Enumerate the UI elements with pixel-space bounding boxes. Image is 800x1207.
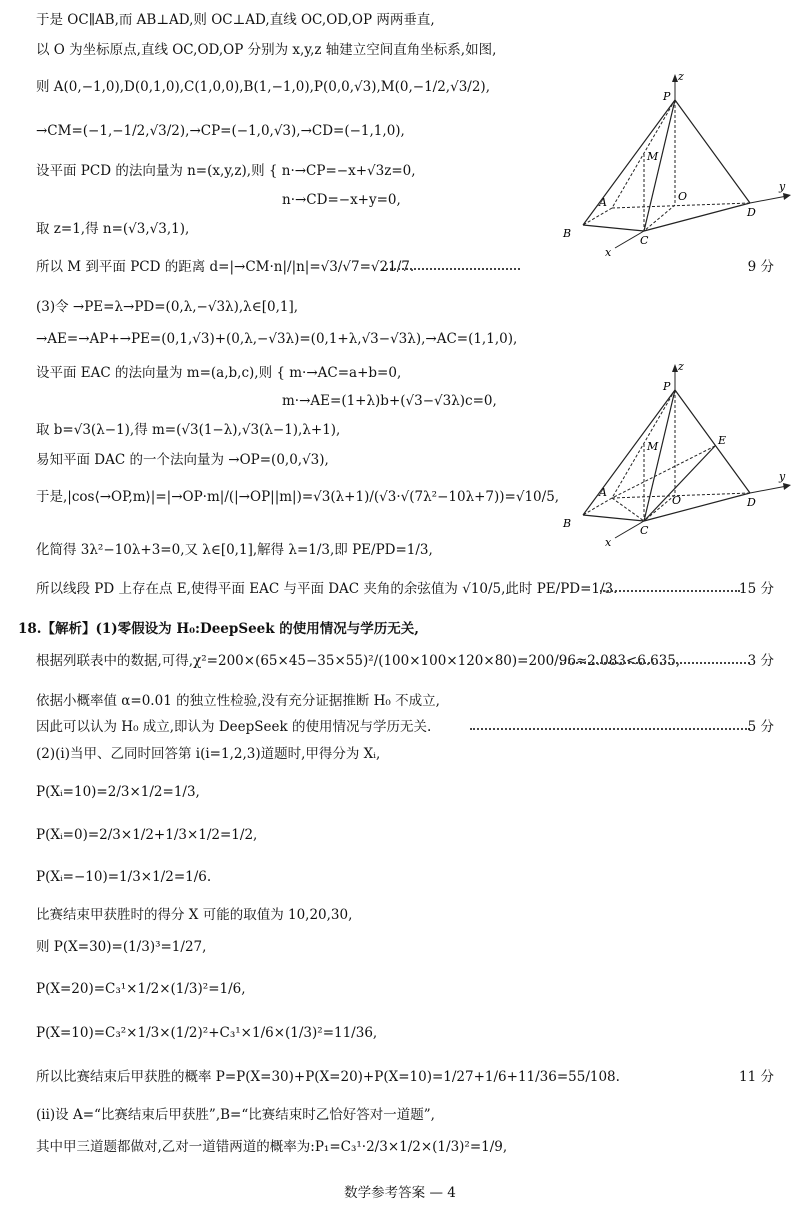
text-line-19: 根据列联表中的数据,可得,χ²=200×(65×45−35×55)²/(100×100×120×80)=200/96≈2.083<6.635, <box>36 653 681 669</box>
text-line-9: (3)令 →PE=λ→PD=(0,λ,−√3λ),λ∈[0,1], <box>36 299 299 315</box>
text-line-12: m·→AE=(1+λ)b+(√3−√3λ)c=0, <box>282 393 497 409</box>
page-footer: 数学参考答案 — 4 <box>344 1185 456 1201</box>
label-z: z <box>678 360 684 373</box>
edge-AB <box>583 498 612 515</box>
label-P: P <box>663 90 671 103</box>
dot-leader <box>382 268 520 270</box>
text-line-8: 所以 M 到平面 PCD 的距离 d=|→CM·n|/|n|=√3/√7=√21/7. <box>36 259 415 275</box>
text-line-7: 取 z=1,得 n=(√3,√3,1), <box>36 221 190 237</box>
text-line-6: n·→CD=−x+y=0, <box>282 192 401 208</box>
text-line-18: 18.【解析】(1)零假设为 H₀:DeepSeek 的使用情况与学历无关, <box>18 621 420 637</box>
edge-BC <box>583 225 644 231</box>
label-z: z <box>678 70 684 83</box>
pyramid-figure-1 <box>555 70 795 260</box>
text-line-13: 取 b=√3(λ−1),得 m=(√3(1−λ),√3(λ−1),λ+1), <box>36 422 341 438</box>
label-D: D <box>747 206 756 219</box>
edge-AB <box>583 208 612 225</box>
edge-PC <box>644 390 675 521</box>
text-line-2: 以 O 为坐标原点,直线 OC,OD,OP 分别为 x,y,z 轴建立空间直角坐标系,如图, <box>36 42 497 58</box>
score-11: 11 分 <box>739 1069 774 1085</box>
label-x: x <box>605 246 612 259</box>
text-line-4: →CM=(−1,−1/2,√3/2),→CP=(−1,0,√3),→CD=(−1,1,0), <box>36 123 405 139</box>
label-O: O <box>678 190 688 203</box>
edge-PD <box>675 390 750 493</box>
text-line-27: 则 P(X=30)=(1/3)³=1/27, <box>36 939 207 955</box>
text-line-17: 所以线段 PD 上存在点 E,使得平面 EAC 与平面 DAC 夹角的余弦值为 √10/5,此时 PE/PD=1/3. <box>36 581 618 597</box>
dot-leader <box>560 662 750 664</box>
dot-leader <box>600 590 740 592</box>
edge-CD <box>644 493 750 521</box>
label-x: x <box>605 536 612 549</box>
text-line-32: 其中甲三道题都做对,乙对一道错两道的概率为:P₁=C₃¹·2/3×1/2×(1/3)²=1/9, <box>36 1139 508 1155</box>
dot-leader <box>470 728 750 730</box>
label-A: A <box>599 486 607 499</box>
text-line-30: 所以比赛结束后甲获胜的概率 P=P(X=30)+P(X=20)+P(X=10)=1/27+1/6+11/36=55/108. <box>36 1069 620 1085</box>
edge-AD <box>612 203 750 208</box>
y-arrow <box>783 483 791 490</box>
y-axis <box>750 196 787 203</box>
label-E: E <box>718 434 727 447</box>
edge-EC <box>644 446 715 521</box>
text-line-28: P(X=20)=C₃¹×1/2×(1/3)²=1/6, <box>36 981 246 997</box>
edge-PB <box>583 100 675 225</box>
score-5: 5 分 <box>747 719 774 735</box>
text-line-1: 于是 OC∥AB,而 AB⊥AD,则 OC⊥AD,直线 OC,OD,OP 两两垂直, <box>36 12 435 28</box>
edge-PD <box>675 100 750 203</box>
label-C: C <box>640 524 649 537</box>
text-line-11: 设平面 EAC 的法向量为 m=(a,b,c),则 { m·→AC=a+b=0, <box>36 365 402 381</box>
text-line-25: P(Xᵢ=−10)=1/3×1/2=1/6. <box>36 869 212 885</box>
label-O: O <box>672 494 682 507</box>
text-line-3: 则 A(0,−1,0),D(0,1,0),C(1,0,0),B(1,−1,0),P(0,0,√3),M(0,−1/2,√3/2), <box>36 79 490 95</box>
label-M: M <box>647 150 659 163</box>
edge-CD <box>644 203 750 231</box>
score-15: 15 分 <box>739 581 774 597</box>
edge-AC <box>612 498 644 521</box>
text-line-10: →AE=→AP+→PE=(0,1,√3)+(0,λ,−√3λ)=(0,1+λ,√3−√3λ),→AC=(1,1,0), <box>36 331 518 347</box>
edge-BC <box>583 515 644 521</box>
text-line-22: (2)(ⅰ)当甲、乙同时回答第 i(i=1,2,3)道题时,甲得分为 Xᵢ, <box>36 746 381 762</box>
text-line-5: 设平面 PCD 的法向量为 n=(x,y,z),则 { n·→CP=−x+√3z=0, <box>36 163 416 179</box>
y-arrow <box>783 193 791 200</box>
text-line-29: P(X=10)=C₃²×1/3×(1/2)²+C₃¹×1/6×(1/3)²=11/36, <box>36 1025 378 1041</box>
label-B: B <box>563 517 572 530</box>
text-line-21: 因此可以认为 H₀ 成立,即认为 DeepSeek 的使用情况与学历无关. <box>36 719 432 735</box>
edge-PB <box>583 390 675 515</box>
label-M: M <box>647 440 659 453</box>
text-line-26: 比赛结束甲获胜时的得分 X 可能的取值为 10,20,30, <box>36 907 353 923</box>
label-D: D <box>747 496 756 509</box>
score-3: 3 分 <box>747 653 774 669</box>
label-P: P <box>663 380 671 393</box>
y-axis <box>750 486 787 493</box>
text-line-15: 于是,|cos⟨→OP,m⟩|=|→OP·m|/(|→OP||m|)=√3(λ+1)/(√3·√(7λ²−10λ+7))=√10/5, <box>36 489 560 505</box>
label-B: B <box>563 227 572 240</box>
label-A: A <box>599 196 607 209</box>
text-line-31: (ⅱ)设 A=“比赛结束后甲获胜”,B=“比赛结束时乙恰好答对一道题”, <box>36 1107 435 1123</box>
pyramid-figure-2 <box>555 360 795 550</box>
label-y: y <box>779 470 786 483</box>
text-line-16: 化简得 3λ²−10λ+3=0,又 λ∈[0,1],解得 λ=1/3,即 PE/PD=1/3, <box>36 542 433 558</box>
text-line-23: P(Xᵢ=10)=2/3×1/2=1/3, <box>36 784 200 800</box>
label-C: C <box>640 234 649 247</box>
text-line-14: 易知平面 DAC 的一个法向量为 →OP=(0,0,√3), <box>36 452 329 468</box>
text-line-24: P(Xᵢ=0)=2/3×1/2+1/3×1/2=1/2, <box>36 827 258 843</box>
text-line-20: 依据小概率值 α=0.01 的独立性检验,没有充分证据推断 H₀ 不成立, <box>36 693 440 709</box>
score-9: 9 分 <box>747 259 774 275</box>
edge-PC <box>644 100 675 231</box>
label-y: y <box>779 180 786 193</box>
